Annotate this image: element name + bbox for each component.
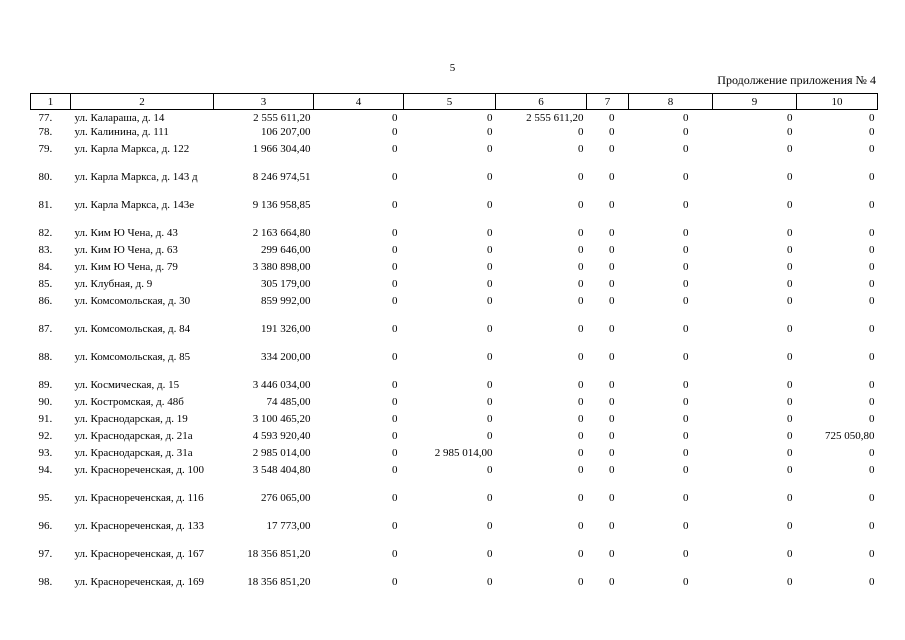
value-cell: 0 <box>869 171 875 183</box>
value-cell: 0 <box>487 492 493 504</box>
value-cell: 18 356 851,20 <box>247 576 311 588</box>
address-cell: ул. Краснореченская, д. 169 <box>74 576 205 588</box>
value-cell: 0 <box>683 199 689 211</box>
address-cell: ул. Краснодарская, д. 31а <box>74 447 193 459</box>
table-row <box>31 127 878 144</box>
address-cell: ул. Клубная, д. 9 <box>74 278 153 290</box>
value-cell: 0 <box>869 244 875 256</box>
value-cell: 0 <box>578 492 584 504</box>
value-cell: 0 <box>869 278 875 290</box>
value-cell: 0 <box>869 396 875 408</box>
value-cell: 0 <box>787 143 793 155</box>
value-cell: 0 <box>609 323 615 335</box>
value-cell: 0 <box>609 492 615 504</box>
value-cell: 0 <box>578 396 584 408</box>
table-row <box>31 465 878 493</box>
value-cell: 0 <box>869 464 875 476</box>
value-cell: 0 <box>683 244 689 256</box>
value-cell: 0 <box>609 295 615 307</box>
value-cell: 0 <box>578 447 584 459</box>
value-cell: 0 <box>787 323 793 335</box>
row-number-cell: 91. <box>38 413 53 425</box>
value-cell: 0 <box>683 576 689 588</box>
value-cell: 74 485,00 <box>266 396 311 408</box>
value-cell: 0 <box>869 576 875 588</box>
value-cell: 0 <box>578 278 584 290</box>
value-cell: 859 992,00 <box>261 295 311 307</box>
table-row <box>31 324 878 352</box>
value-cell: 305 179,00 <box>261 278 311 290</box>
value-cell: 0 <box>609 396 615 408</box>
value-cell: 0 <box>869 413 875 425</box>
value-cell: 0 <box>683 227 689 239</box>
value-cell: 0 <box>683 464 689 476</box>
value-cell: 0 <box>578 143 584 155</box>
value-cell: 0 <box>869 199 875 211</box>
column-header: 3 <box>214 94 314 110</box>
value-cell: 0 <box>787 492 793 504</box>
value-cell: 0 <box>609 199 615 211</box>
row-number-cell: 92. <box>38 430 53 442</box>
value-cell: 0 <box>578 126 584 138</box>
row-number-cell: 77. <box>38 112 53 124</box>
value-cell: 191 326,00 <box>261 323 311 335</box>
value-cell: 0 <box>869 143 875 155</box>
value-cell: 0 <box>609 261 615 273</box>
value-cell: 0 <box>392 413 398 425</box>
value-cell: 0 <box>392 323 398 335</box>
value-cell: 0 <box>609 576 615 588</box>
value-cell: 0 <box>392 492 398 504</box>
value-cell: 0 <box>787 520 793 532</box>
value-cell: 0 <box>392 520 398 532</box>
table-row <box>31 549 878 577</box>
value-cell: 0 <box>787 199 793 211</box>
value-cell: 2 985 014,00 <box>434 447 493 459</box>
address-cell: ул. Краснореченская, д. 167 <box>74 548 205 560</box>
value-cell: 0 <box>487 396 493 408</box>
value-cell: 0 <box>487 520 493 532</box>
address-cell: ул. Комсомольская, д. 84 <box>74 323 191 335</box>
value-cell: 18 356 851,20 <box>247 548 311 560</box>
value-cell: 0 <box>392 143 398 155</box>
address-cell: ул. Калинина, д. 111 <box>74 126 169 138</box>
column-header: 5 <box>404 94 496 110</box>
value-cell: 0 <box>683 396 689 408</box>
value-cell: 0 <box>392 112 398 124</box>
value-cell: 0 <box>392 576 398 588</box>
value-cell: 0 <box>392 171 398 183</box>
value-cell: 0 <box>787 227 793 239</box>
address-cell: ул. Краснореченская, д. 116 <box>74 492 204 504</box>
address-cell: ул. Карла Маркса, д. 143е <box>74 199 195 211</box>
value-cell: 0 <box>787 126 793 138</box>
header-row <box>31 94 878 110</box>
value-cell: 276 065,00 <box>261 492 311 504</box>
value-cell: 3 380 898,00 <box>252 261 311 273</box>
table-row <box>31 397 878 414</box>
address-cell: ул. Комсомольская, д. 30 <box>74 295 191 307</box>
address-cell: ул. Костромская, д. 48б <box>74 396 184 408</box>
value-cell: 0 <box>683 143 689 155</box>
value-cell: 0 <box>487 227 493 239</box>
column-header: 8 <box>629 94 713 110</box>
address-cell: ул. Краснореченская, д. 133 <box>74 520 205 532</box>
value-cell: 0 <box>578 227 584 239</box>
value-cell: 0 <box>787 295 793 307</box>
row-number-cell: 86. <box>38 295 53 307</box>
page-number: 5 <box>449 62 456 74</box>
address-cell: ул. Краснодарская, д. 19 <box>74 413 188 425</box>
value-cell: 0 <box>392 199 398 211</box>
table-row <box>31 200 878 228</box>
value-cell: 0 <box>683 126 689 138</box>
value-cell: 0 <box>392 379 398 391</box>
value-cell: 0 <box>787 261 793 273</box>
row-number-cell: 84. <box>38 261 53 273</box>
value-cell: 0 <box>787 112 793 124</box>
column-header: 7 <box>587 94 629 110</box>
value-cell: 0 <box>683 447 689 459</box>
row-number-cell: 78. <box>38 126 53 138</box>
value-cell: 0 <box>787 413 793 425</box>
value-cell: 3 100 465,20 <box>252 413 311 425</box>
value-cell: 0 <box>869 323 875 335</box>
value-cell: 2 555 611,20 <box>253 112 311 124</box>
table-row <box>31 352 878 380</box>
value-cell: 0 <box>487 464 493 476</box>
address-cell: ул. Ким Ю Чена, д. 43 <box>74 227 178 239</box>
value-cell: 0 <box>487 143 493 155</box>
address-cell: ул. Карла Маркса, д. 143 д <box>74 171 198 183</box>
value-cell: 0 <box>869 295 875 307</box>
value-cell: 8 246 974,51 <box>252 171 311 183</box>
value-cell: 334 200,00 <box>261 351 311 363</box>
row-number-cell: 83. <box>38 244 53 256</box>
row-number-cell: 82. <box>38 227 53 239</box>
value-cell: 0 <box>392 278 398 290</box>
column-header: 4 <box>314 94 404 110</box>
value-cell: 4 593 920,40 <box>252 430 311 442</box>
table-row <box>31 144 878 172</box>
value-cell: 0 <box>609 112 615 124</box>
column-header: 6 <box>496 94 587 110</box>
value-cell: 0 <box>869 447 875 459</box>
value-cell: 0 <box>683 323 689 335</box>
value-cell: 0 <box>392 227 398 239</box>
value-cell: 0 <box>683 379 689 391</box>
value-cell: 0 <box>487 548 493 560</box>
table-body <box>31 110 878 605</box>
value-cell: 0 <box>683 295 689 307</box>
column-header: 2 <box>71 94 214 110</box>
table-row <box>31 521 878 549</box>
row-number-cell: 89. <box>38 379 53 391</box>
value-cell: 0 <box>609 227 615 239</box>
value-cell: 0 <box>609 447 615 459</box>
value-cell: 0 <box>392 548 398 560</box>
value-cell: 0 <box>609 379 615 391</box>
value-cell: 0 <box>392 396 398 408</box>
table-row <box>31 431 878 448</box>
row-number-cell: 93. <box>38 447 53 459</box>
table-row <box>31 493 878 521</box>
value-cell: 0 <box>869 261 875 273</box>
value-cell: 0 <box>392 447 398 459</box>
value-cell: 0 <box>487 379 493 391</box>
value-cell: 0 <box>578 464 584 476</box>
value-cell: 0 <box>392 351 398 363</box>
table-row <box>31 245 878 262</box>
value-cell: 0 <box>869 351 875 363</box>
value-cell: 0 <box>578 171 584 183</box>
value-cell: 0 <box>869 492 875 504</box>
value-cell: 2 985 014,00 <box>252 447 311 459</box>
column-header: 9 <box>713 94 797 110</box>
value-cell: 106 207,00 <box>261 126 311 138</box>
value-cell: 0 <box>787 576 793 588</box>
value-cell: 0 <box>609 351 615 363</box>
row-number-cell: 90. <box>38 396 53 408</box>
value-cell: 0 <box>609 464 615 476</box>
value-cell: 0 <box>609 143 615 155</box>
value-cell: 0 <box>487 295 493 307</box>
row-number-cell: 87. <box>38 323 53 335</box>
value-cell: 0 <box>787 351 793 363</box>
value-cell: 0 <box>392 295 398 307</box>
value-cell: 3 446 034,00 <box>252 379 311 391</box>
value-cell: 0 <box>487 351 493 363</box>
value-cell: 2 555 611,20 <box>526 112 584 124</box>
value-cell: 0 <box>487 278 493 290</box>
value-cell: 17 773,00 <box>266 520 311 532</box>
value-cell: 0 <box>609 171 615 183</box>
value-cell: 0 <box>578 351 584 363</box>
table-row <box>31 296 878 324</box>
address-cell: ул. Калараша, д. 14 <box>74 112 165 124</box>
table-row <box>31 110 878 127</box>
value-cell: 0 <box>578 295 584 307</box>
address-cell: ул. Космическая, д. 15 <box>74 379 180 391</box>
address-cell: ул. Ким Ю Чена, д. 63 <box>74 244 178 256</box>
value-cell: 0 <box>609 278 615 290</box>
value-cell: 9 136 958,85 <box>252 199 311 211</box>
value-cell: 0 <box>487 430 493 442</box>
table-row <box>31 262 878 279</box>
value-cell: 0 <box>683 548 689 560</box>
value-cell: 0 <box>609 430 615 442</box>
data-table <box>30 93 878 605</box>
value-cell: 0 <box>487 413 493 425</box>
value-cell: 0 <box>487 126 493 138</box>
row-number-cell: 80. <box>38 171 53 183</box>
value-cell: 0 <box>578 413 584 425</box>
value-cell: 0 <box>487 171 493 183</box>
value-cell: 0 <box>578 548 584 560</box>
row-number-cell: 94. <box>38 464 53 476</box>
value-cell: 0 <box>787 171 793 183</box>
value-cell: 0 <box>392 430 398 442</box>
value-cell: 0 <box>578 576 584 588</box>
value-cell: 0 <box>487 576 493 588</box>
value-cell: 0 <box>787 379 793 391</box>
value-cell: 0 <box>869 126 875 138</box>
value-cell: 0 <box>787 244 793 256</box>
table-row <box>31 414 878 431</box>
value-cell: 0 <box>392 126 398 138</box>
row-number-cell: 81. <box>38 199 53 211</box>
value-cell: 0 <box>487 261 493 273</box>
value-cell: 0 <box>787 464 793 476</box>
row-number-cell: 88. <box>38 351 53 363</box>
value-cell: 1 966 304,40 <box>252 143 311 155</box>
value-cell: 0 <box>787 278 793 290</box>
value-cell: 0 <box>392 464 398 476</box>
value-cell: 0 <box>869 379 875 391</box>
value-cell: 0 <box>578 261 584 273</box>
table-row <box>31 228 878 245</box>
value-cell: 0 <box>787 396 793 408</box>
value-cell: 0 <box>869 548 875 560</box>
value-cell: 0 <box>578 430 584 442</box>
table-row <box>31 380 878 397</box>
row-number-cell: 95. <box>38 492 53 504</box>
value-cell: 0 <box>787 430 793 442</box>
value-cell: 0 <box>578 323 584 335</box>
table-row <box>31 448 878 465</box>
value-cell: 0 <box>683 413 689 425</box>
value-cell: 0 <box>578 379 584 391</box>
value-cell: 0 <box>609 244 615 256</box>
value-cell: 3 548 404,80 <box>252 464 311 476</box>
value-cell: 0 <box>683 112 689 124</box>
table-row <box>31 577 878 605</box>
column-header: 1 <box>31 94 71 110</box>
value-cell: 0 <box>487 323 493 335</box>
address-cell: ул. Карла Маркса, д. 122 <box>74 143 190 155</box>
value-cell: 0 <box>787 447 793 459</box>
value-cell: 0 <box>578 244 584 256</box>
table-row <box>31 172 878 200</box>
value-cell: 2 163 664,80 <box>252 227 311 239</box>
value-cell: 0 <box>787 548 793 560</box>
value-cell: 0 <box>487 112 493 124</box>
value-cell: 725 050,80 <box>825 430 875 442</box>
address-cell: ул. Краснодарская, д. 21а <box>74 430 193 442</box>
row-number-cell: 79. <box>38 143 53 155</box>
value-cell: 0 <box>609 520 615 532</box>
row-number-cell: 85. <box>38 278 53 290</box>
table-row <box>31 279 878 296</box>
value-cell: 0 <box>487 244 493 256</box>
value-cell: 0 <box>683 278 689 290</box>
address-cell: ул. Комсомольская, д. 85 <box>74 351 191 363</box>
column-header: 10 <box>797 94 878 110</box>
value-cell: 0 <box>609 126 615 138</box>
value-cell: 0 <box>487 199 493 211</box>
value-cell: 0 <box>683 351 689 363</box>
value-cell: 0 <box>609 413 615 425</box>
row-number-cell: 96. <box>38 520 53 532</box>
value-cell: 0 <box>869 520 875 532</box>
value-cell: 0 <box>683 430 689 442</box>
value-cell: 0 <box>683 261 689 273</box>
value-cell: 0 <box>683 492 689 504</box>
value-cell: 299 646,00 <box>261 244 311 256</box>
row-number-cell: 97. <box>38 548 53 560</box>
continuation-label: Продолжение приложения № 4 <box>717 73 876 87</box>
value-cell: 0 <box>683 171 689 183</box>
value-cell: 0 <box>609 548 615 560</box>
value-cell: 0 <box>392 261 398 273</box>
value-cell: 0 <box>578 520 584 532</box>
value-cell: 0 <box>869 112 875 124</box>
value-cell: 0 <box>869 227 875 239</box>
address-cell: ул. Ким Ю Чена, д. 79 <box>74 261 178 273</box>
value-cell: 0 <box>392 244 398 256</box>
value-cell: 0 <box>578 199 584 211</box>
row-number-cell: 98. <box>38 576 53 588</box>
value-cell: 0 <box>683 520 689 532</box>
address-cell: ул. Краснореченская, д. 100 <box>74 464 205 476</box>
